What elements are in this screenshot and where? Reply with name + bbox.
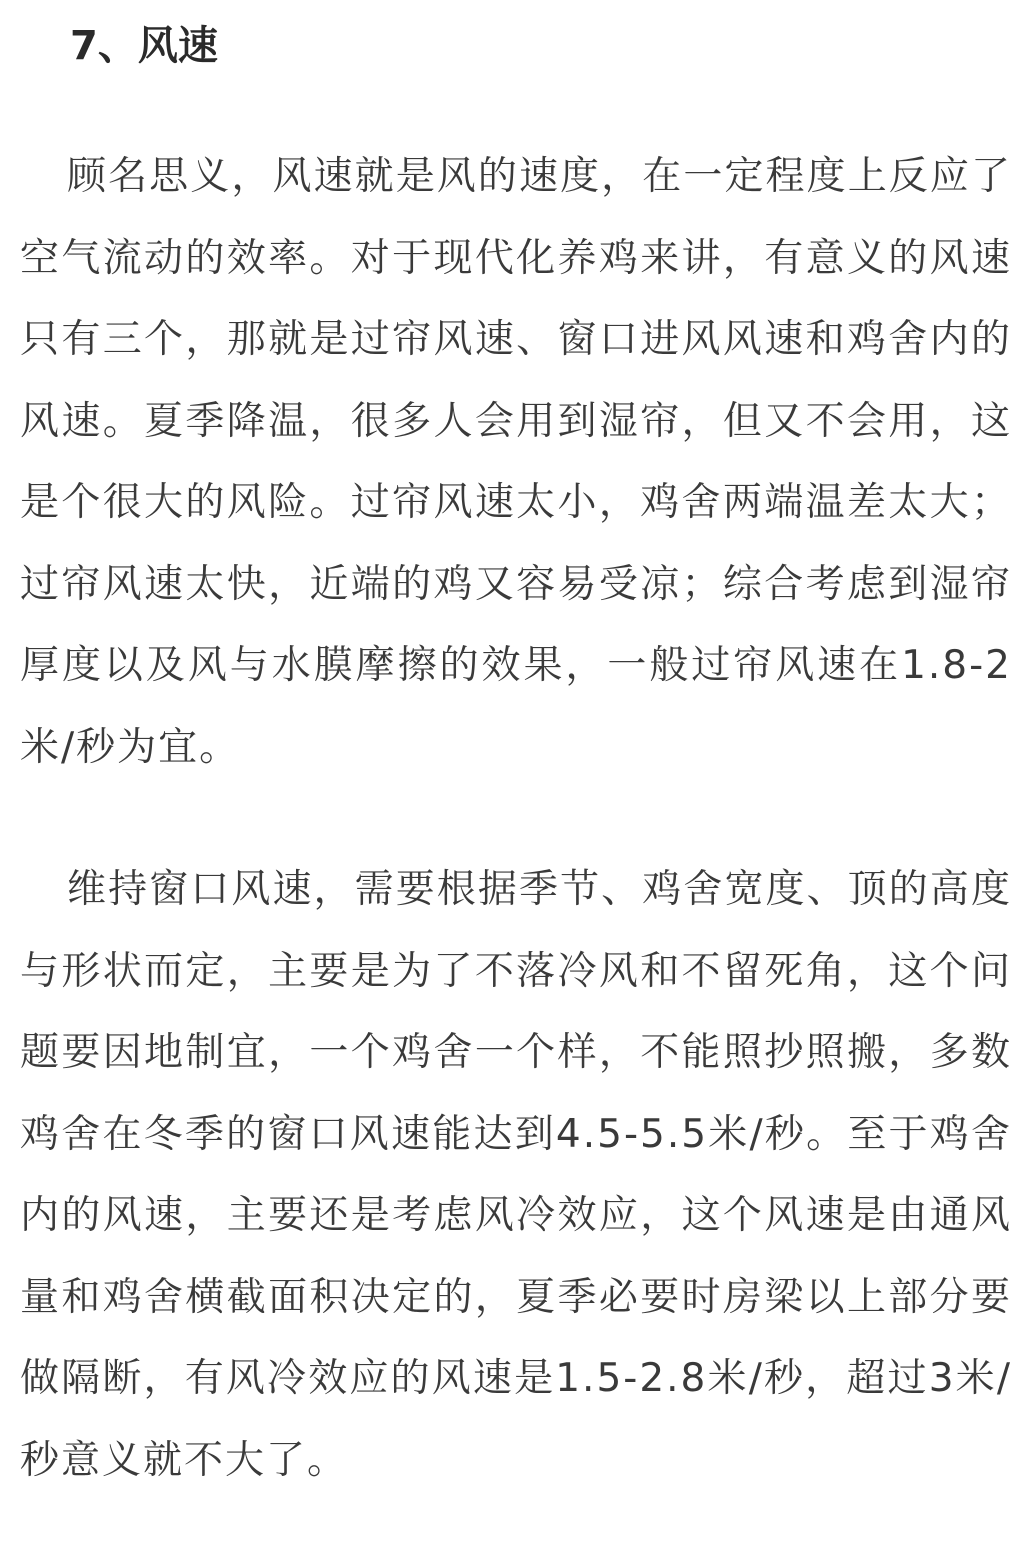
section-title: 7、风速 [70,23,218,69]
article-body [20,0,1012,1501]
paragraph-wet-curtain-wind-speed: 顾名思义，风速就是风的速度，在一定程度上反应了空气流动的效率。对于现代化养鸡来讲，有意义的风速只有三个，那就是过帘风速、窗口进风风速和鸡舍内的风速。夏季降温，很多人会用到湿帘，但又不会用，这是个很大的风险。过帘风速太小，鸡舍两端温差太大；过帘风速太快，近端的鸡又容易受凉；综合考虑到湿帘厚度以及风与水膜摩擦的效果，一般过帘风速在1.8-2米/秒为宜。 [20,154,1012,770]
paragraph-window-and-house-wind-speed: 维持窗口风速，需要根据季节、鸡舍宽度、顶的高度与形状而定，主要是为了不落冷风和不留死角，这个问题要因地制宜，一个鸡舍一个样，不能照抄照搬，多数鸡舍在冬季的窗口风速能达到4.5-5.5米/秒。至于鸡舍内的风速，主要还是考虑风冷效应，这个风速是由通风量和鸡舍横截面积决定的，夏季必要时房梁以上部分要做隔断，有风冷效应的风速是1.5-2.8米/秒，超过3米/秒意义就不大了。 [20,867,1012,1483]
